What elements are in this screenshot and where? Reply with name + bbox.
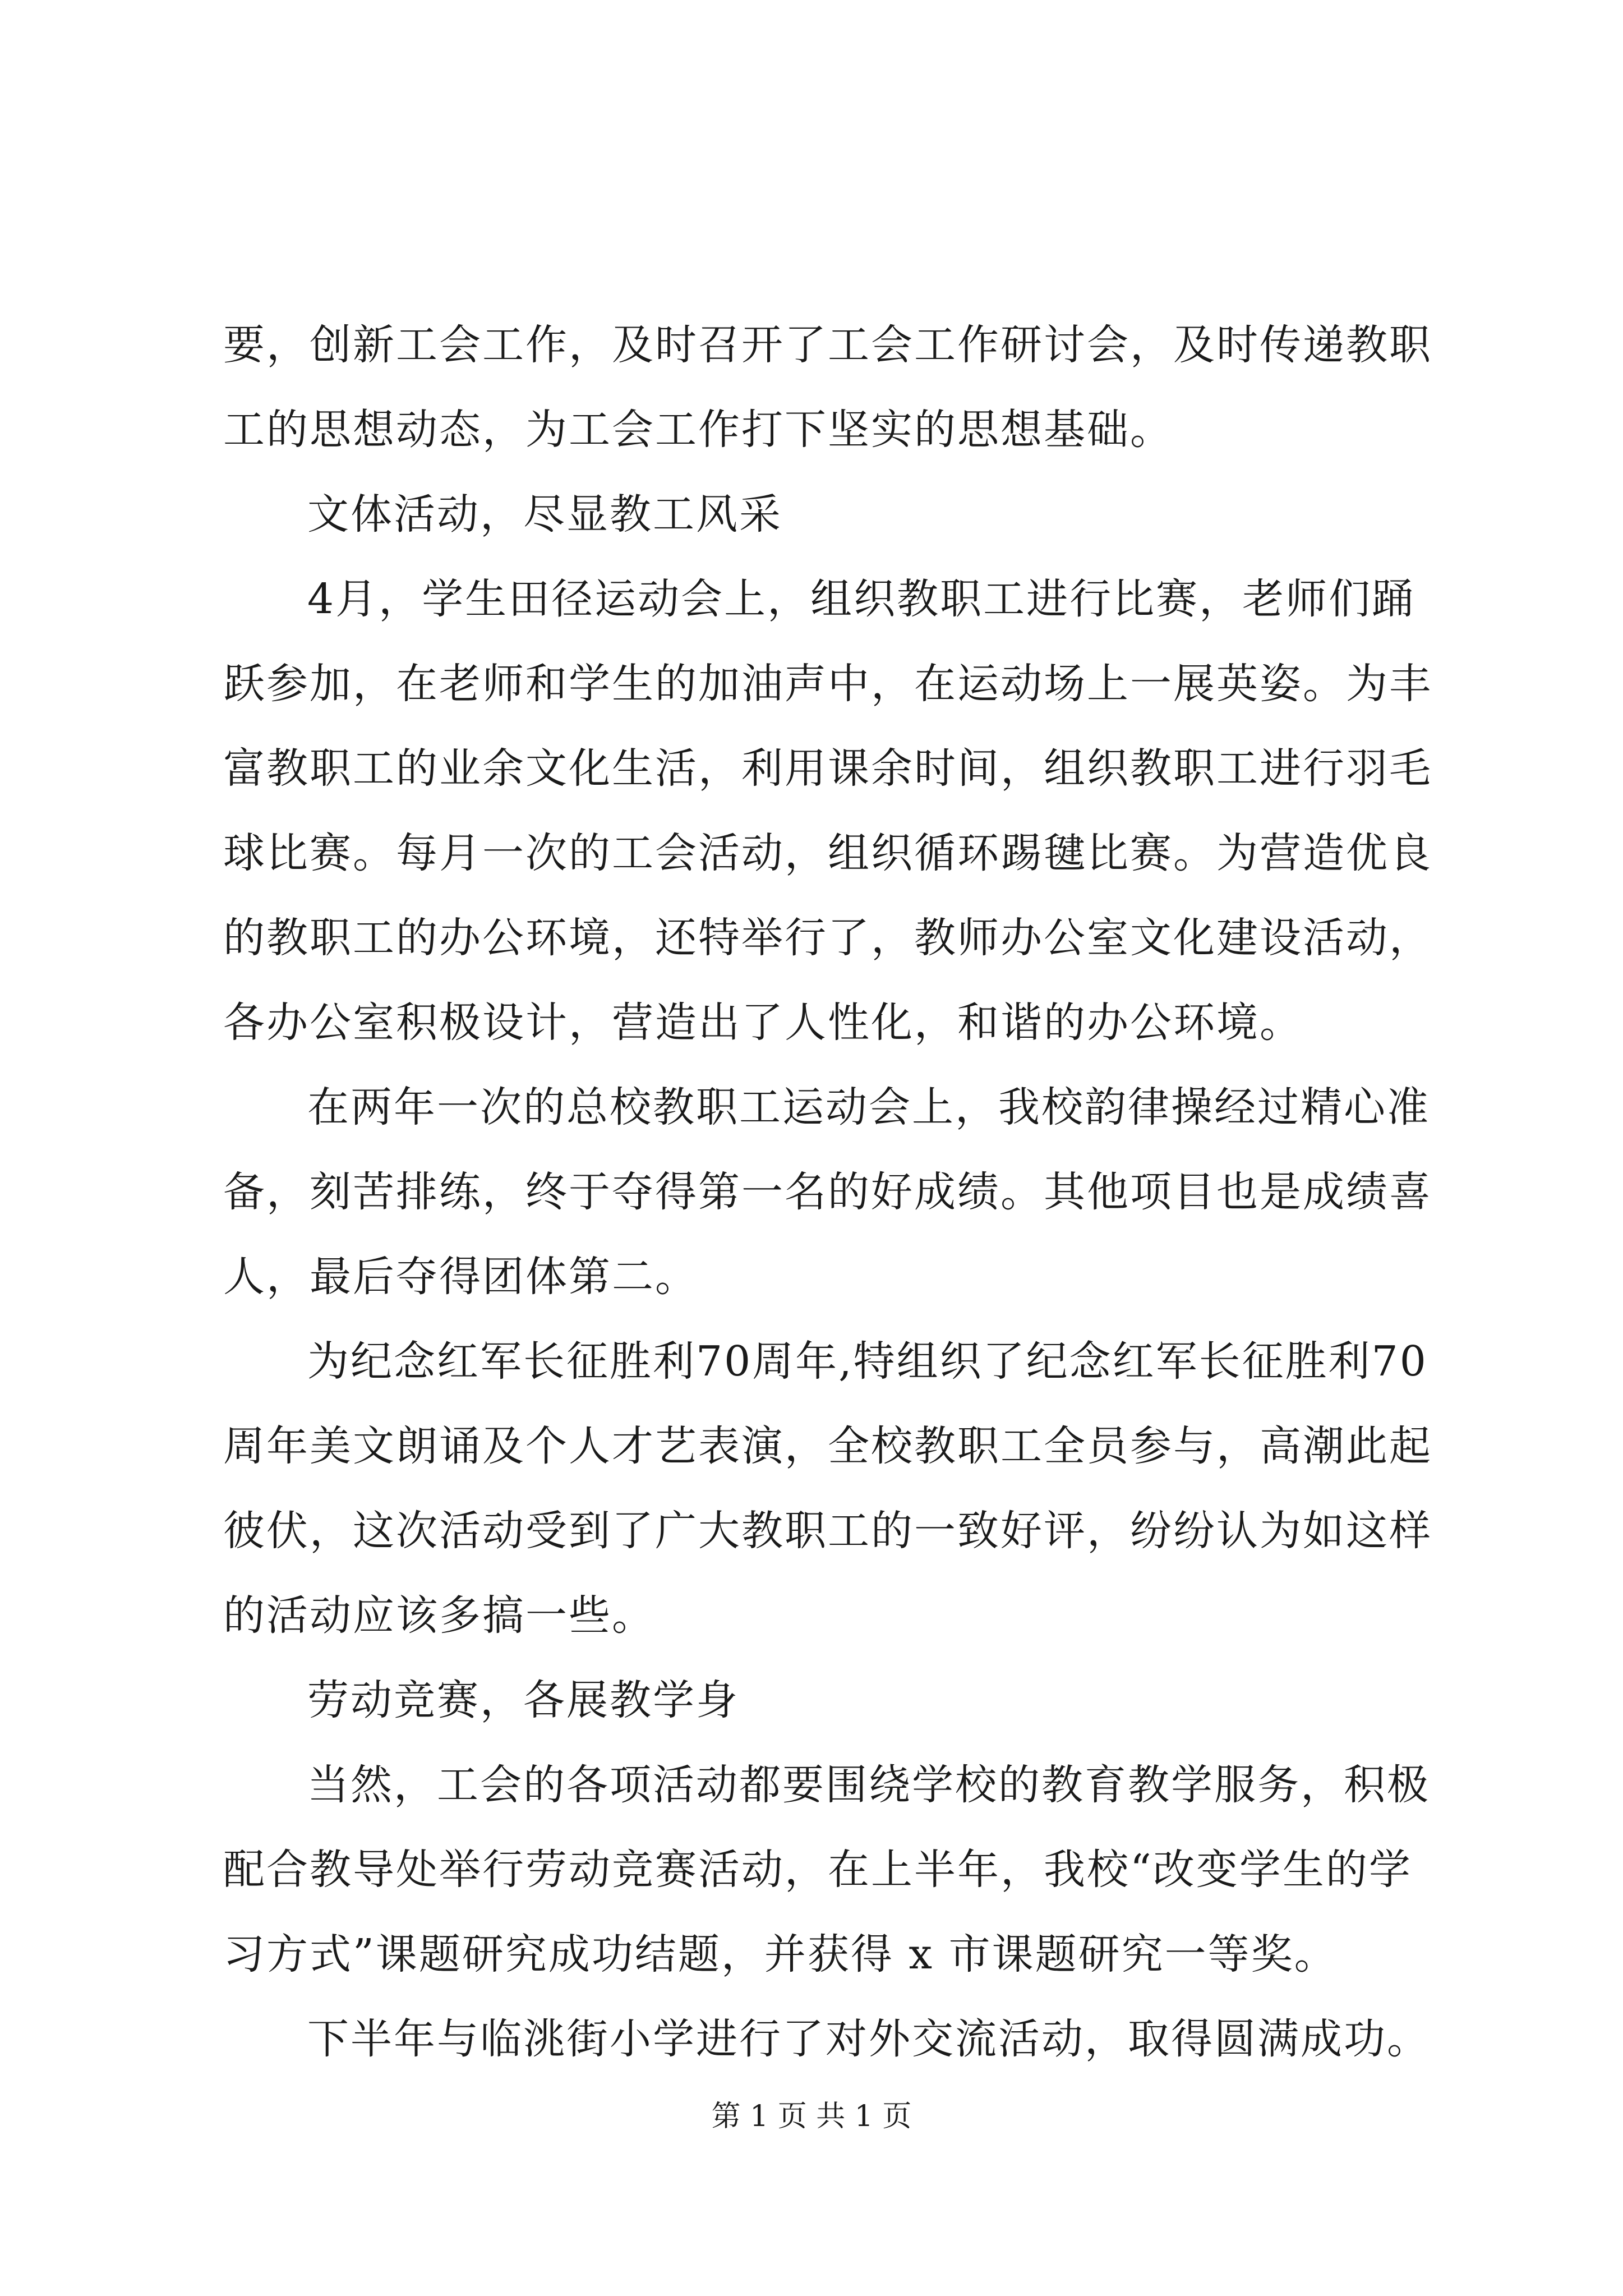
text-line: 习方式”课题研究成功结题，并获得 x 市课题研究一等奖。 [223, 1930, 1338, 1978]
text-line: 配合教导处举行劳动竞赛活动，在上半年，我校“改变学生的学 [223, 1846, 1412, 1894]
text-line: 彼伏，这次活动受到了广大教职工的一致好评，纷纷认为如这样 [223, 1507, 1432, 1555]
text-line: 各办公室积极设计，营造出了人性化，和谐的办公环境。 [223, 999, 1303, 1047]
text-line: 的教职工的办公环境，还特举行了，教师办公室文化建设活动， [223, 914, 1432, 962]
document-body [223, 303, 1432, 2082]
page-footer: 第 1 页 共 1 页 [711, 2100, 912, 2133]
text-line: 下半年与临洮街小学进行了对外交流活动，取得圆满成功。 [307, 2015, 1430, 2063]
text-line: 备，刻苦排练，终于夺得第一名的好成绩。其他项目也是成绩喜 [223, 1168, 1432, 1216]
text-line: 4月，学生田径运动会上，组织教职工进行比赛，老师们踊 [307, 575, 1415, 623]
section-heading: 劳动竞赛，各展教学身 [307, 1676, 739, 1724]
text-line: 在两年一次的总校教职工运动会上，我校韵律操经过精心准 [307, 1083, 1430, 1131]
section-heading: 文体活动，尽显教工风采 [307, 490, 782, 539]
text-line: 的活动应该多搞一些。 [223, 1591, 655, 1640]
text-line: 当然，工会的各项活动都要围绕学校的教育教学服务，积极 [307, 1761, 1430, 1809]
text-line: 人，最后夺得团体第二。 [223, 1253, 698, 1301]
text-line: 跃参加，在老师和学生的加油声中，在运动场上一展英姿。为丰 [223, 660, 1432, 708]
text-line: 为纪念红军长征胜利70周年,特组织了纪念红军长征胜利70 [307, 1337, 1428, 1386]
text-line: 要，创新工会工作，及时召开了工会工作研讨会，及时传递教职 [223, 321, 1432, 369]
text-line: 球比赛。每月一次的工会活动，组织循环踢毽比赛。为营造优良 [223, 829, 1432, 877]
text-line: 富教职工的业余文化生活，利用课余时间，组织教职工进行羽毛 [223, 744, 1432, 793]
text-line: 工的思想动态，为工会工作打下坚实的思想基础。 [223, 406, 1173, 454]
text-line: 周年美文朗诵及个人才艺表演，全校教职工全员参与，高潮此起 [223, 1422, 1432, 1470]
